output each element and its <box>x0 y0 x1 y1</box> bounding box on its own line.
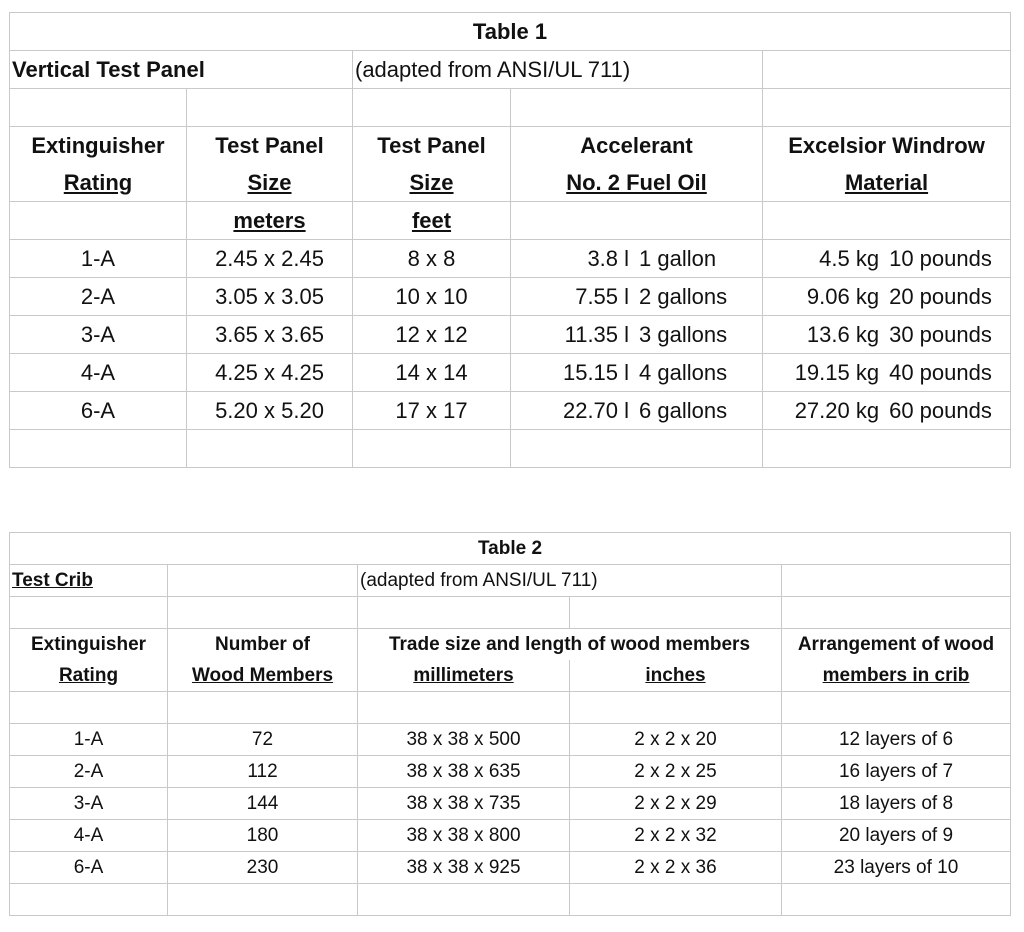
meters-cell: 4.25 x 4.25 <box>187 354 353 392</box>
empty-cell <box>782 884 1011 916</box>
table-row <box>10 724 1011 756</box>
millimeters-cell: 38 x 38 x 800 <box>358 820 570 852</box>
accelerant-liters: 7.55 l <box>575 283 630 309</box>
table-1-source: (adapted from ANSI/UL 711) <box>353 51 763 89</box>
inches-cell: 2 x 2 x 25 <box>570 756 782 788</box>
empty-cell <box>570 692 782 724</box>
empty-cell <box>763 89 1011 127</box>
table-1 <box>9 12 1011 468</box>
header-cell: Excelsior Windrow <box>763 127 1011 165</box>
feet-cell: 12 x 12 <box>353 316 511 354</box>
rating-cell: 6-A <box>10 852 168 884</box>
rating-cell: 1-A <box>10 240 187 278</box>
empty-cell <box>353 89 511 127</box>
accelerant-cell <box>511 278 763 316</box>
table-1-header-row <box>10 202 1011 240</box>
table-2-source: (adapted from ANSI/UL 711) <box>358 565 782 597</box>
table-2 <box>9 532 1011 916</box>
inches-cell: 2 x 2 x 20 <box>570 724 782 756</box>
table-row <box>10 756 1011 788</box>
empty-cell <box>168 884 358 916</box>
empty-cell <box>782 565 1011 597</box>
empty-cell <box>187 89 353 127</box>
accelerant-gallons: 1 gallon <box>639 245 717 271</box>
rating-cell: 3-A <box>10 788 168 820</box>
feet-cell: 10 x 10 <box>353 278 511 316</box>
millimeters-cell: 38 x 38 x 500 <box>358 724 570 756</box>
table-2-header-row <box>10 660 1011 692</box>
empty-cell <box>10 597 168 629</box>
accelerant-cell <box>511 354 763 392</box>
rating-cell: 4-A <box>10 354 187 392</box>
excelsior-cell <box>763 278 1011 316</box>
meters-cell: 2.45 x 2.45 <box>187 240 353 278</box>
excelsior-kg: 19.15 kg <box>794 359 880 385</box>
feet-cell: 14 x 14 <box>353 354 511 392</box>
table-2-header-row <box>10 629 1011 661</box>
count-cell: 144 <box>168 788 358 820</box>
empty-cell <box>10 884 168 916</box>
inches-cell: 2 x 2 x 36 <box>570 852 782 884</box>
excelsior-pounds: 60 pounds <box>889 397 992 423</box>
count-cell: 112 <box>168 756 358 788</box>
table-1-header-row <box>10 164 1011 202</box>
empty-cell <box>763 430 1011 468</box>
excelsior-pounds: 20 pounds <box>889 283 992 309</box>
header-cell: Extinguisher <box>10 127 187 165</box>
empty-cell <box>168 565 358 597</box>
arrangement-cell: 12 layers of 6 <box>782 724 1011 756</box>
count-cell: 180 <box>168 820 358 852</box>
arrangement-cell: 23 layers of 10 <box>782 852 1011 884</box>
excelsior-cell <box>763 316 1011 354</box>
rating-cell: 3-A <box>10 316 187 354</box>
header-cell: feet <box>353 202 511 240</box>
header-cell: inches <box>570 660 782 692</box>
header-cell: Number of <box>168 629 358 661</box>
meters-cell: 3.05 x 3.05 <box>187 278 353 316</box>
header-cell: millimeters <box>358 660 570 692</box>
empty-cell <box>763 51 1011 89</box>
meters-cell: 5.20 x 5.20 <box>187 392 353 430</box>
table-row <box>10 788 1011 820</box>
table-row <box>10 820 1011 852</box>
excelsior-kg: 4.5 kg <box>819 245 880 271</box>
excelsior-pounds: 30 pounds <box>889 321 992 347</box>
empty-cell <box>570 597 782 629</box>
millimeters-cell: 38 x 38 x 925 <box>358 852 570 884</box>
accelerant-gallons: 4 gallons <box>639 359 728 385</box>
accelerant-cell <box>511 316 763 354</box>
excelsior-pounds: 10 pounds <box>889 245 992 271</box>
table-row <box>10 278 1011 316</box>
excelsior-kg: 27.20 kg <box>794 397 880 423</box>
header-cell: Trade size and length of wood members <box>358 629 782 661</box>
rating-cell: 4-A <box>10 820 168 852</box>
table-1-title: Table 1 <box>10 13 1011 51</box>
count-cell: 230 <box>168 852 358 884</box>
millimeters-cell: 38 x 38 x 735 <box>358 788 570 820</box>
accelerant-liters: 11.35 l <box>564 321 630 347</box>
accelerant-liters: 3.8 l <box>587 245 630 271</box>
table-row <box>10 392 1011 430</box>
header-cell: members in crib <box>782 660 1011 692</box>
empty-cell <box>782 692 1011 724</box>
accelerant-gallons: 2 gallons <box>639 283 728 309</box>
empty-cell <box>10 89 187 127</box>
empty-cell <box>168 597 358 629</box>
rating-cell: 2-A <box>10 278 187 316</box>
rating-cell: 1-A <box>10 724 168 756</box>
header-cell: Extinguisher <box>10 629 168 661</box>
excelsior-cell <box>763 392 1011 430</box>
table-2-subtitle: Test Crib <box>10 565 168 597</box>
feet-cell: 8 x 8 <box>353 240 511 278</box>
arrangement-cell: 20 layers of 9 <box>782 820 1011 852</box>
excelsior-cell <box>763 240 1011 278</box>
empty-cell <box>782 597 1011 629</box>
empty-cell <box>358 692 570 724</box>
table-1-header-row <box>10 127 1011 165</box>
empty-cell <box>358 884 570 916</box>
table-2-title: Table 2 <box>10 533 1011 565</box>
empty-cell <box>10 202 187 240</box>
header-cell: Rating <box>10 660 168 692</box>
excelsior-kg: 9.06 kg <box>806 283 880 309</box>
feet-cell: 17 x 17 <box>353 392 511 430</box>
excelsior-pounds: 40 pounds <box>889 359 992 385</box>
table-row <box>10 240 1011 278</box>
empty-cell <box>10 692 168 724</box>
inches-cell: 2 x 2 x 32 <box>570 820 782 852</box>
header-cell: Accelerant <box>511 127 763 165</box>
header-cell: Size <box>353 164 511 202</box>
accelerant-liters: 22.70 l <box>562 397 630 423</box>
accelerant-cell <box>511 240 763 278</box>
header-cell: Size <box>187 164 353 202</box>
empty-cell <box>763 202 1011 240</box>
header-cell: Test Panel <box>353 127 511 165</box>
accelerant-cell <box>511 392 763 430</box>
meters-cell: 3.65 x 3.65 <box>187 316 353 354</box>
header-cell: meters <box>187 202 353 240</box>
empty-cell <box>358 597 570 629</box>
header-cell: No. 2 Fuel Oil <box>511 164 763 202</box>
arrangement-cell: 16 layers of 7 <box>782 756 1011 788</box>
millimeters-cell: 38 x 38 x 635 <box>358 756 570 788</box>
empty-cell <box>511 430 763 468</box>
empty-cell <box>511 89 763 127</box>
table-row <box>10 316 1011 354</box>
header-cell: Rating <box>10 164 187 202</box>
empty-cell <box>570 884 782 916</box>
table-row <box>10 354 1011 392</box>
rating-cell: 6-A <box>10 392 187 430</box>
accelerant-gallons: 6 gallons <box>639 397 728 423</box>
header-cell: Wood Members <box>168 660 358 692</box>
empty-cell <box>168 692 358 724</box>
empty-cell <box>187 430 353 468</box>
table-row <box>10 852 1011 884</box>
header-cell: Arrangement of wood <box>782 629 1011 661</box>
rating-cell: 2-A <box>10 756 168 788</box>
arrangement-cell: 18 layers of 8 <box>782 788 1011 820</box>
count-cell: 72 <box>168 724 358 756</box>
table-1-subtitle: Vertical Test Panel <box>10 51 353 89</box>
accelerant-liters: 15.15 l <box>562 359 630 385</box>
accelerant-gallons: 3 gallons <box>639 321 728 347</box>
header-cell: Test Panel <box>187 127 353 165</box>
inches-cell: 2 x 2 x 29 <box>570 788 782 820</box>
empty-cell <box>353 430 511 468</box>
excelsior-kg: 13.6 kg <box>806 321 880 347</box>
empty-cell <box>10 430 187 468</box>
excelsior-cell <box>763 354 1011 392</box>
header-cell: Material <box>763 164 1011 202</box>
empty-cell <box>511 202 763 240</box>
